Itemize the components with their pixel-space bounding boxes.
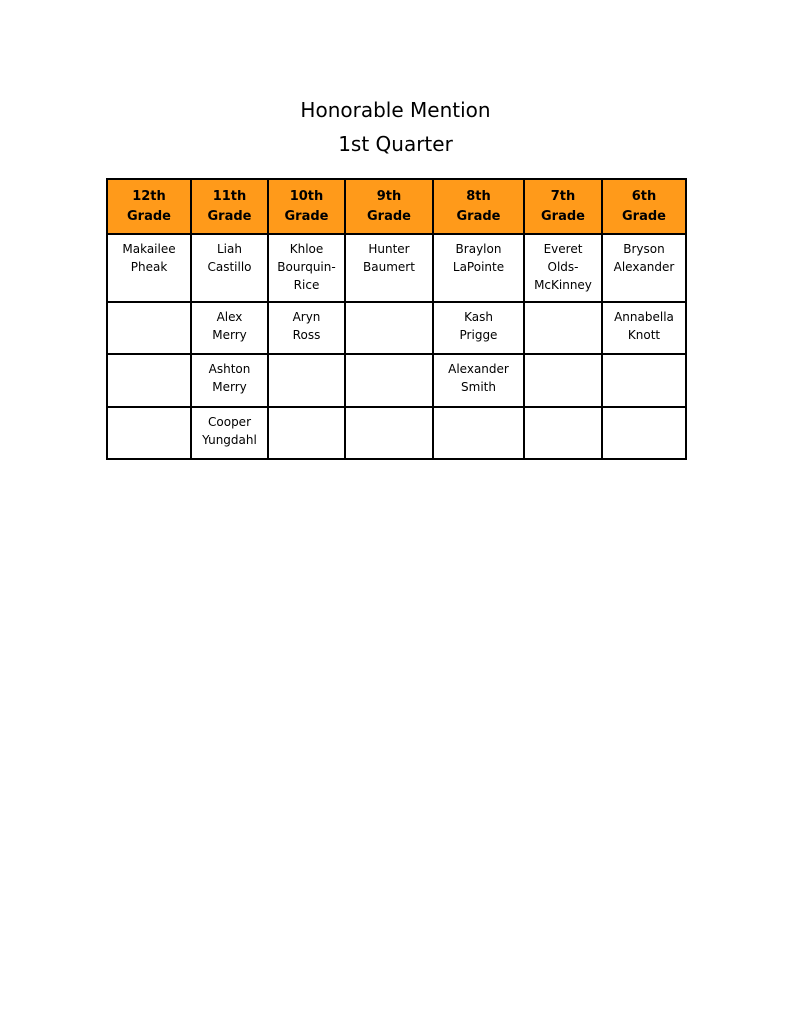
page-title: Honorable Mention xyxy=(300,98,491,122)
grade-header-word: Grade xyxy=(127,208,171,224)
student-name-line: Annabella xyxy=(614,310,674,324)
student-name-line: Olds- xyxy=(547,260,579,274)
student-name-line: Hunter xyxy=(368,242,410,256)
grade-header-word: Grade xyxy=(207,208,252,224)
student-cell xyxy=(602,302,686,354)
student-name-line: Cooper xyxy=(208,415,251,429)
student-cell xyxy=(433,354,524,407)
student-cell xyxy=(191,354,268,407)
student-cell xyxy=(191,407,268,459)
student-cell xyxy=(191,234,268,302)
table-body xyxy=(107,234,686,459)
grade-header-number: 10th xyxy=(289,188,324,204)
table-header-row xyxy=(107,179,686,234)
student-name-line: Kash xyxy=(464,310,493,324)
student-cell xyxy=(107,354,191,407)
student-cell xyxy=(602,407,686,459)
grade-header xyxy=(524,179,602,234)
grade-header-number: 9th xyxy=(376,188,402,204)
table-row xyxy=(107,234,686,302)
student-cell xyxy=(107,302,191,354)
student-name-line: Baumert xyxy=(363,260,415,274)
student-cell xyxy=(433,234,524,302)
student-name-line: Alex xyxy=(216,310,243,324)
student-name-line: Pheak xyxy=(130,260,168,274)
student-name-line: Bourquin- xyxy=(277,260,336,274)
student-cell xyxy=(345,234,433,302)
student-cell xyxy=(268,354,345,407)
student-cell xyxy=(524,302,602,354)
grade-header-word: Grade xyxy=(367,208,411,224)
page-subtitle: 1st Quarter xyxy=(338,132,453,156)
grade-header-number: 11th xyxy=(212,188,247,204)
student-name-line: Liah xyxy=(217,242,242,256)
student-cell xyxy=(602,234,686,302)
grade-header-number: 6th xyxy=(631,188,657,204)
student-name-line: Yungdahl xyxy=(202,433,257,447)
student-name-line: Everet xyxy=(543,242,583,256)
student-cell xyxy=(345,302,433,354)
student-name-line: Bryson xyxy=(623,242,665,256)
grade-header xyxy=(345,179,433,234)
student-cell xyxy=(433,302,524,354)
student-cell xyxy=(524,407,602,459)
student-name-line: McKinney xyxy=(534,278,592,292)
student-cell xyxy=(268,302,345,354)
student-cell xyxy=(524,354,602,407)
grade-header-word: Grade xyxy=(456,208,501,224)
student-cell xyxy=(345,407,433,459)
grade-header xyxy=(191,179,268,234)
student-name-line: Khloe xyxy=(289,242,324,256)
grade-header-number: 12th xyxy=(132,188,166,204)
student-name-line: Merry xyxy=(212,328,247,342)
student-name-line: Castillo xyxy=(207,260,252,274)
student-name-line: Makailee xyxy=(122,242,176,256)
table-row xyxy=(107,407,686,459)
student-name-line: Ashton xyxy=(208,362,251,376)
grade-header xyxy=(602,179,686,234)
student-name-line: LaPointe xyxy=(452,260,505,274)
student-name-line: Knott xyxy=(627,328,661,342)
grade-header xyxy=(268,179,345,234)
grade-header-number: 8th xyxy=(466,188,491,204)
grade-header-word: Grade xyxy=(284,208,329,224)
student-name-line: Smith xyxy=(461,380,496,394)
grade-header-word: Grade xyxy=(622,208,666,224)
student-name-line: Merry xyxy=(212,380,247,394)
student-cell xyxy=(107,407,191,459)
honorable-mention-table xyxy=(106,178,687,460)
student-cell xyxy=(268,234,345,302)
grade-header-word: Grade xyxy=(541,208,585,224)
student-name-line: Braylon xyxy=(455,242,502,256)
grade-header xyxy=(433,179,524,234)
student-cell xyxy=(524,234,602,302)
student-cell xyxy=(268,407,345,459)
student-name-line: Alexander xyxy=(448,362,509,376)
table-row xyxy=(107,302,686,354)
student-name-line: Aryn xyxy=(292,310,321,324)
student-name-line: Prigge xyxy=(459,328,498,342)
student-name-line: Alexander xyxy=(613,260,675,274)
student-cell xyxy=(107,234,191,302)
student-cell xyxy=(345,354,433,407)
table-row xyxy=(107,354,686,407)
grade-header-number: 7th xyxy=(550,188,576,204)
student-cell xyxy=(433,407,524,459)
student-name-line: Ross xyxy=(292,328,321,342)
student-cell xyxy=(191,302,268,354)
student-cell xyxy=(602,354,686,407)
student-name-line: Rice xyxy=(293,278,320,292)
title-block xyxy=(0,93,791,161)
grade-header xyxy=(107,179,191,234)
